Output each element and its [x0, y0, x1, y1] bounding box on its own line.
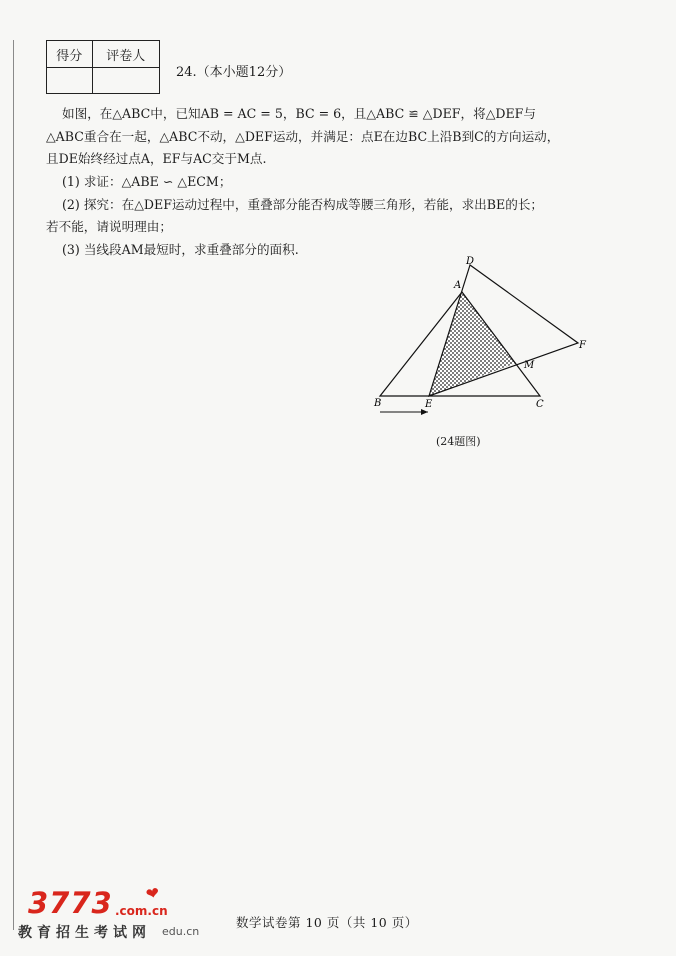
label-f: F	[579, 340, 586, 351]
grader-cell	[92, 68, 159, 94]
figure-caption: (24题图)	[436, 435, 481, 448]
logo-domain: .com.cn	[115, 904, 168, 918]
grader-header: 评卷人	[92, 41, 159, 68]
score-table	[46, 40, 160, 94]
page-footer: 数学试卷第 10 页（共 10 页）	[236, 915, 418, 930]
question-number: 24.（本小题12分）	[176, 65, 292, 80]
sub-question-3: (3) 当线段AM最短时，求重叠部分的面积.	[62, 242, 299, 257]
problem-line-3: 且DE始终经过点A，EF与AC交于M点.	[46, 151, 267, 166]
problem-line-2: △ABC重合在一起，△ABC不动，△DEF运动，并满足：点E在边BC上沿B到C的方向运动，	[46, 129, 560, 144]
score-header: 得分	[47, 41, 93, 68]
label-b: B	[374, 398, 382, 409]
logo-number: 3773	[28, 886, 113, 920]
logo-tagline: 教育招生考试网	[18, 925, 151, 941]
geometry-figure	[366, 250, 606, 430]
logo-domain-secondary: edu.cn	[162, 925, 200, 938]
label-c: C	[536, 399, 544, 410]
label-a: A	[454, 280, 462, 291]
heart-icon: ❤	[144, 882, 162, 905]
label-e: E	[425, 399, 433, 410]
binding-margin-line	[13, 40, 14, 930]
score-cell	[47, 68, 93, 94]
watermark-logo	[18, 884, 238, 944]
label-d: D	[466, 256, 475, 267]
sub-question-2: (2) 探究：在△DEF运动过程中，重叠部分能否构成等腰三角形，若能，求出BE的长；	[62, 197, 544, 212]
problem-line-1: 如图，在△ABC中，已知AB = AC = 5，BC = 6，且△ABC ≌ △DEF，将△DEF与	[62, 106, 537, 121]
label-m: M	[524, 360, 535, 371]
sub-question-1: (1) 求证：△ABE ∽ △ECM；	[62, 174, 232, 189]
sub-question-2-continued: 若不能，请说明理由；	[46, 219, 172, 234]
